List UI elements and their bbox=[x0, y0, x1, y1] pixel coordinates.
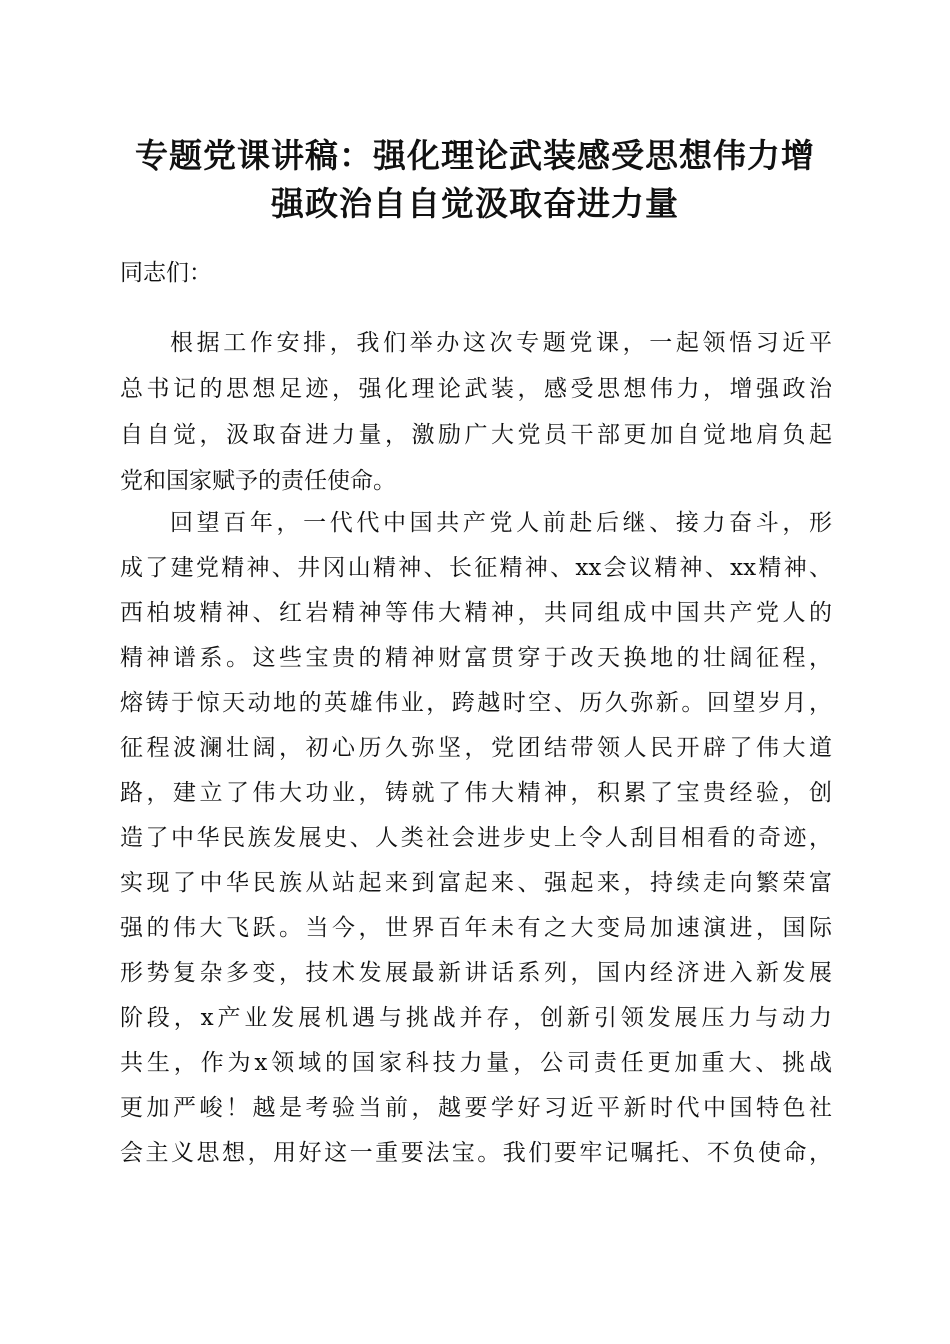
paragraph-2-line: 西柏坡精神、红岩精神等伟大精神，共同组成中国共产党人的 bbox=[120, 600, 832, 626]
paragraph-2-line: 精神谱系。这些宝贵的精神财富贯穿于改天换地的壮阔征程， bbox=[120, 645, 832, 671]
paragraph-2-line: 共生，作为x领域的国家科技力量，公司责任更加重大、挑战 bbox=[120, 1050, 832, 1076]
paragraph-2-line: 更加严峻！越是考验当前，越要学好习近平新时代中国特色社 bbox=[120, 1095, 832, 1121]
document-title bbox=[100, 132, 850, 228]
paragraph-2-line: 强的伟大飞跃。当今，世界百年未有之大变局加速演进，国际 bbox=[120, 915, 832, 941]
paragraph-2-line: 路，建立了伟大功业，铸就了伟大精神，积累了宝贵经验，创 bbox=[120, 780, 832, 806]
paragraph-2-line: 形势复杂多变，技术发展最新讲话系列，国内经济进入新发展 bbox=[120, 960, 832, 986]
paragraph-2-line: 征程波澜壮阔，初心历久弥坚，党团结带领人民开辟了伟大道 bbox=[120, 735, 832, 761]
paragraph-1-line: 自自觉，汲取奋进力量，激励广大党员干部更加自觉地肩负起 bbox=[120, 422, 832, 448]
paragraph-1-line: 根据工作安排，我们举办这次专题党课，一起领悟习近平 bbox=[170, 330, 832, 356]
paragraph-2-line: 造了中华民族发展史、人类社会进步史上令人刮目相看的奇迹， bbox=[120, 825, 832, 851]
paragraph-2-line: 熔铸于惊天动地的英雄伟业，跨越时空、历久弥新。回望岁月， bbox=[120, 690, 832, 716]
paragraph-2-line: 回望百年，一代代中国共产党人前赴后继、接力奋斗，形 bbox=[170, 510, 832, 536]
title-line-2: 强政治自自觉汲取奋进力量 bbox=[271, 184, 679, 223]
paragraph-2-line: 实现了中华民族从站起来到富起来、强起来，持续走向繁荣富 bbox=[120, 870, 832, 896]
paragraph-2-line: 阶段，x产业发展机遇与挑战并存，创新引领发展压力与动力 bbox=[120, 1005, 832, 1031]
paragraph-2-line: 会主义思想，用好这一重要法宝。我们要牢记嘱托、不负使命， bbox=[120, 1140, 832, 1166]
paragraph-1-line: 党和国家赋予的责任使命。 bbox=[120, 468, 396, 494]
title-line-1: 专题党课讲稿：强化理论武装感受思想伟力增 bbox=[135, 136, 815, 175]
salutation: 同志们： bbox=[120, 260, 212, 286]
paragraph-1-line: 总书记的思想足迹，强化理论武装，感受思想伟力，增强政治 bbox=[120, 376, 832, 402]
paragraph-2-line: 成了建党精神、井冈山精神、长征精神、xx会议精神、xx精神、 bbox=[120, 555, 832, 581]
